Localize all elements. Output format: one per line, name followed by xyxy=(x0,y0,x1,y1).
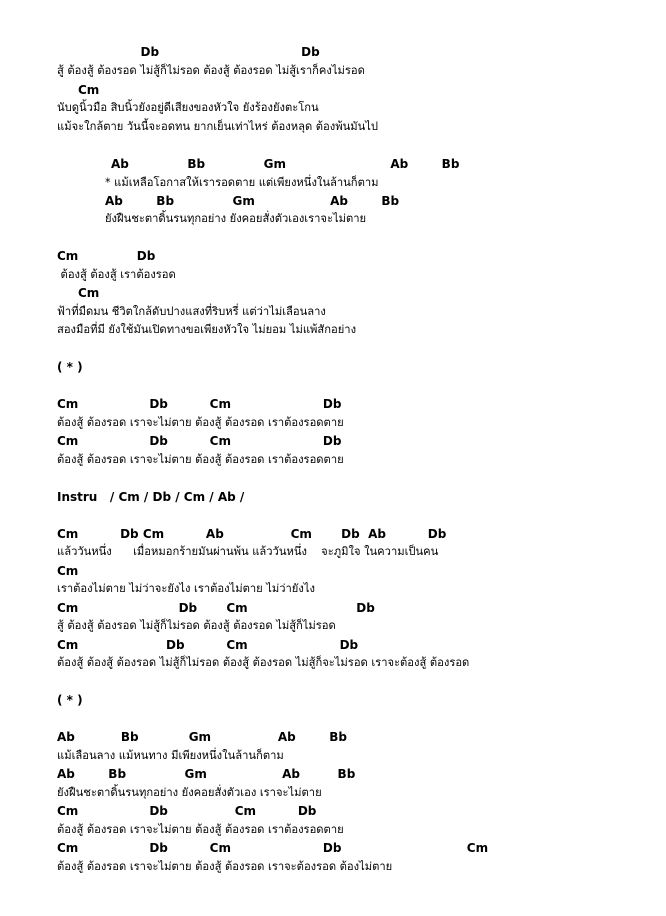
lyric-line: สู้ ต้องสู้ ต้องรอด ไม่สู้ก็ไม่รอด ต้องสู้ ต้องรอด ไม่สู้เราก็คงไม่รอด xyxy=(57,64,365,77)
instrumental-line: Instru / Cm / Db / Cm / Ab / xyxy=(57,490,245,504)
lyric-line: ยังฝืนชะตาดิ้นรนทุกอย่าง ยังคอยสั่งตัวเอง เราจะไม่ตาย xyxy=(57,786,322,799)
chord-line: Cm Db xyxy=(57,249,156,263)
chord-line: Cm xyxy=(57,564,79,578)
lyric-line: แม้เลือนลาง แม้หนทาง มีเพียงหนึ่งในล้านก็ตาม xyxy=(57,749,284,762)
repeat-marker: ( * ) xyxy=(57,360,83,374)
lyric-line: ต้องสู้ ต้องรอด เราจะไม่ตาย ต้องสู้ ต้องรอด เราจะต้องรอด ต้องไม่ตาย xyxy=(57,860,393,873)
lyric-line: แล้ววันหนึ่ง เมื่อหมอกร้ายมันผ่านพ้น แล้ววันหนึ่ง จะภูมิใจ ในความเป็นคน xyxy=(57,545,439,558)
repeat-marker: ( * ) xyxy=(57,693,83,707)
chord-line: Cm xyxy=(78,83,100,97)
chord-line: Cm Db Cm Db xyxy=(57,638,359,652)
chord-line: Db Db xyxy=(57,45,320,59)
lyric-line: ยังฝืนชะตาดิ้นรนทุกอย่าง ยังคอยสั่งตัวเองเราจะไม่ตาย xyxy=(105,212,367,225)
chord-line: Ab Bb Gm Ab Bb xyxy=(57,767,356,781)
chord-line: Cm Db Cm Ab Cm Db Ab Db xyxy=(57,527,447,541)
chord-line: Cm Db Cm Db xyxy=(57,804,317,818)
lyric-line: แม้จะใกล้ตาย วันนี้จะอดทน ยากเย็นเท่าไหร่ ต้องหลุด ต้องพ้นมันไป xyxy=(57,120,379,133)
chord-line: Ab Bb Gm Ab Bb xyxy=(57,730,347,744)
lyric-line: สองมือที่มี ยังใช้มันเปิดทางขอเพียงหัวใจ ไม่ยอม ไม่แพ้สักอย่าง xyxy=(57,323,357,336)
chord-line: Cm Db Cm Db xyxy=(57,397,342,411)
lyric-line: นับดูนิ้วมือ สิบนิ้วยังอยู่ดีเสียงของหัวใจ ยังร้องยังตะโกน xyxy=(57,101,319,114)
lyric-line: ต้องสู้ ต้องสู้ เราต้องรอด xyxy=(57,268,176,281)
chord-line: Cm xyxy=(78,286,100,300)
lyric-line: สู้ ต้องสู้ ต้องรอด ไม่สู้ก็ไม่รอด ต้องสู้ ต้องรอด ไม่สู้ก็ไม่รอด xyxy=(57,619,336,632)
chord-line: Cm Db Cm Db xyxy=(57,434,342,448)
chord-line: Ab Bb Gm Ab Bb xyxy=(111,157,460,171)
lyric-line: ต้องสู้ ต้องสู้ ต้องรอด ไม่สู้ก็ไม่รอด ต้องสู้ ต้องรอด ไม่สู้ก็จะไม่รอด เราจะต้องสู้ ต้องรอด xyxy=(57,656,470,669)
lyric-line: ต้องสู้ ต้องรอด เราจะไม่ตาย ต้องสู้ ต้องรอด เราต้องรอดตาย xyxy=(57,823,344,836)
lyric-line: ฟ้าที่มืดมน ชีวิตใกล้ดับปางแสงที่ริบหรี่ แต่ว่าไม่เลือนลาง xyxy=(57,305,326,318)
lyric-line: เราต้องไม่ตาย ไม่ว่าจะยังไง เราต้องไม่ตาย ไม่ว่ายังไง xyxy=(57,582,315,595)
lyric-line: ต้องสู้ ต้องรอด เราจะไม่ตาย ต้องสู้ ต้องรอด เราต้องรอดตาย xyxy=(57,453,344,466)
chord-line: Cm Db Cm Db Cm xyxy=(57,841,489,855)
lyric-line: * แม้เหลือโอกาสให้เรารอดตาย แต่เพียงหนึ่งในล้านก็ตาม xyxy=(105,176,379,189)
chord-line: Cm Db Cm Db xyxy=(57,601,375,615)
lyric-line: ต้องสู้ ต้องรอด เราจะไม่ตาย ต้องสู้ ต้องรอด เราต้องรอดตาย xyxy=(57,416,344,429)
chord-line: Ab Bb Gm Ab Bb xyxy=(105,194,400,208)
